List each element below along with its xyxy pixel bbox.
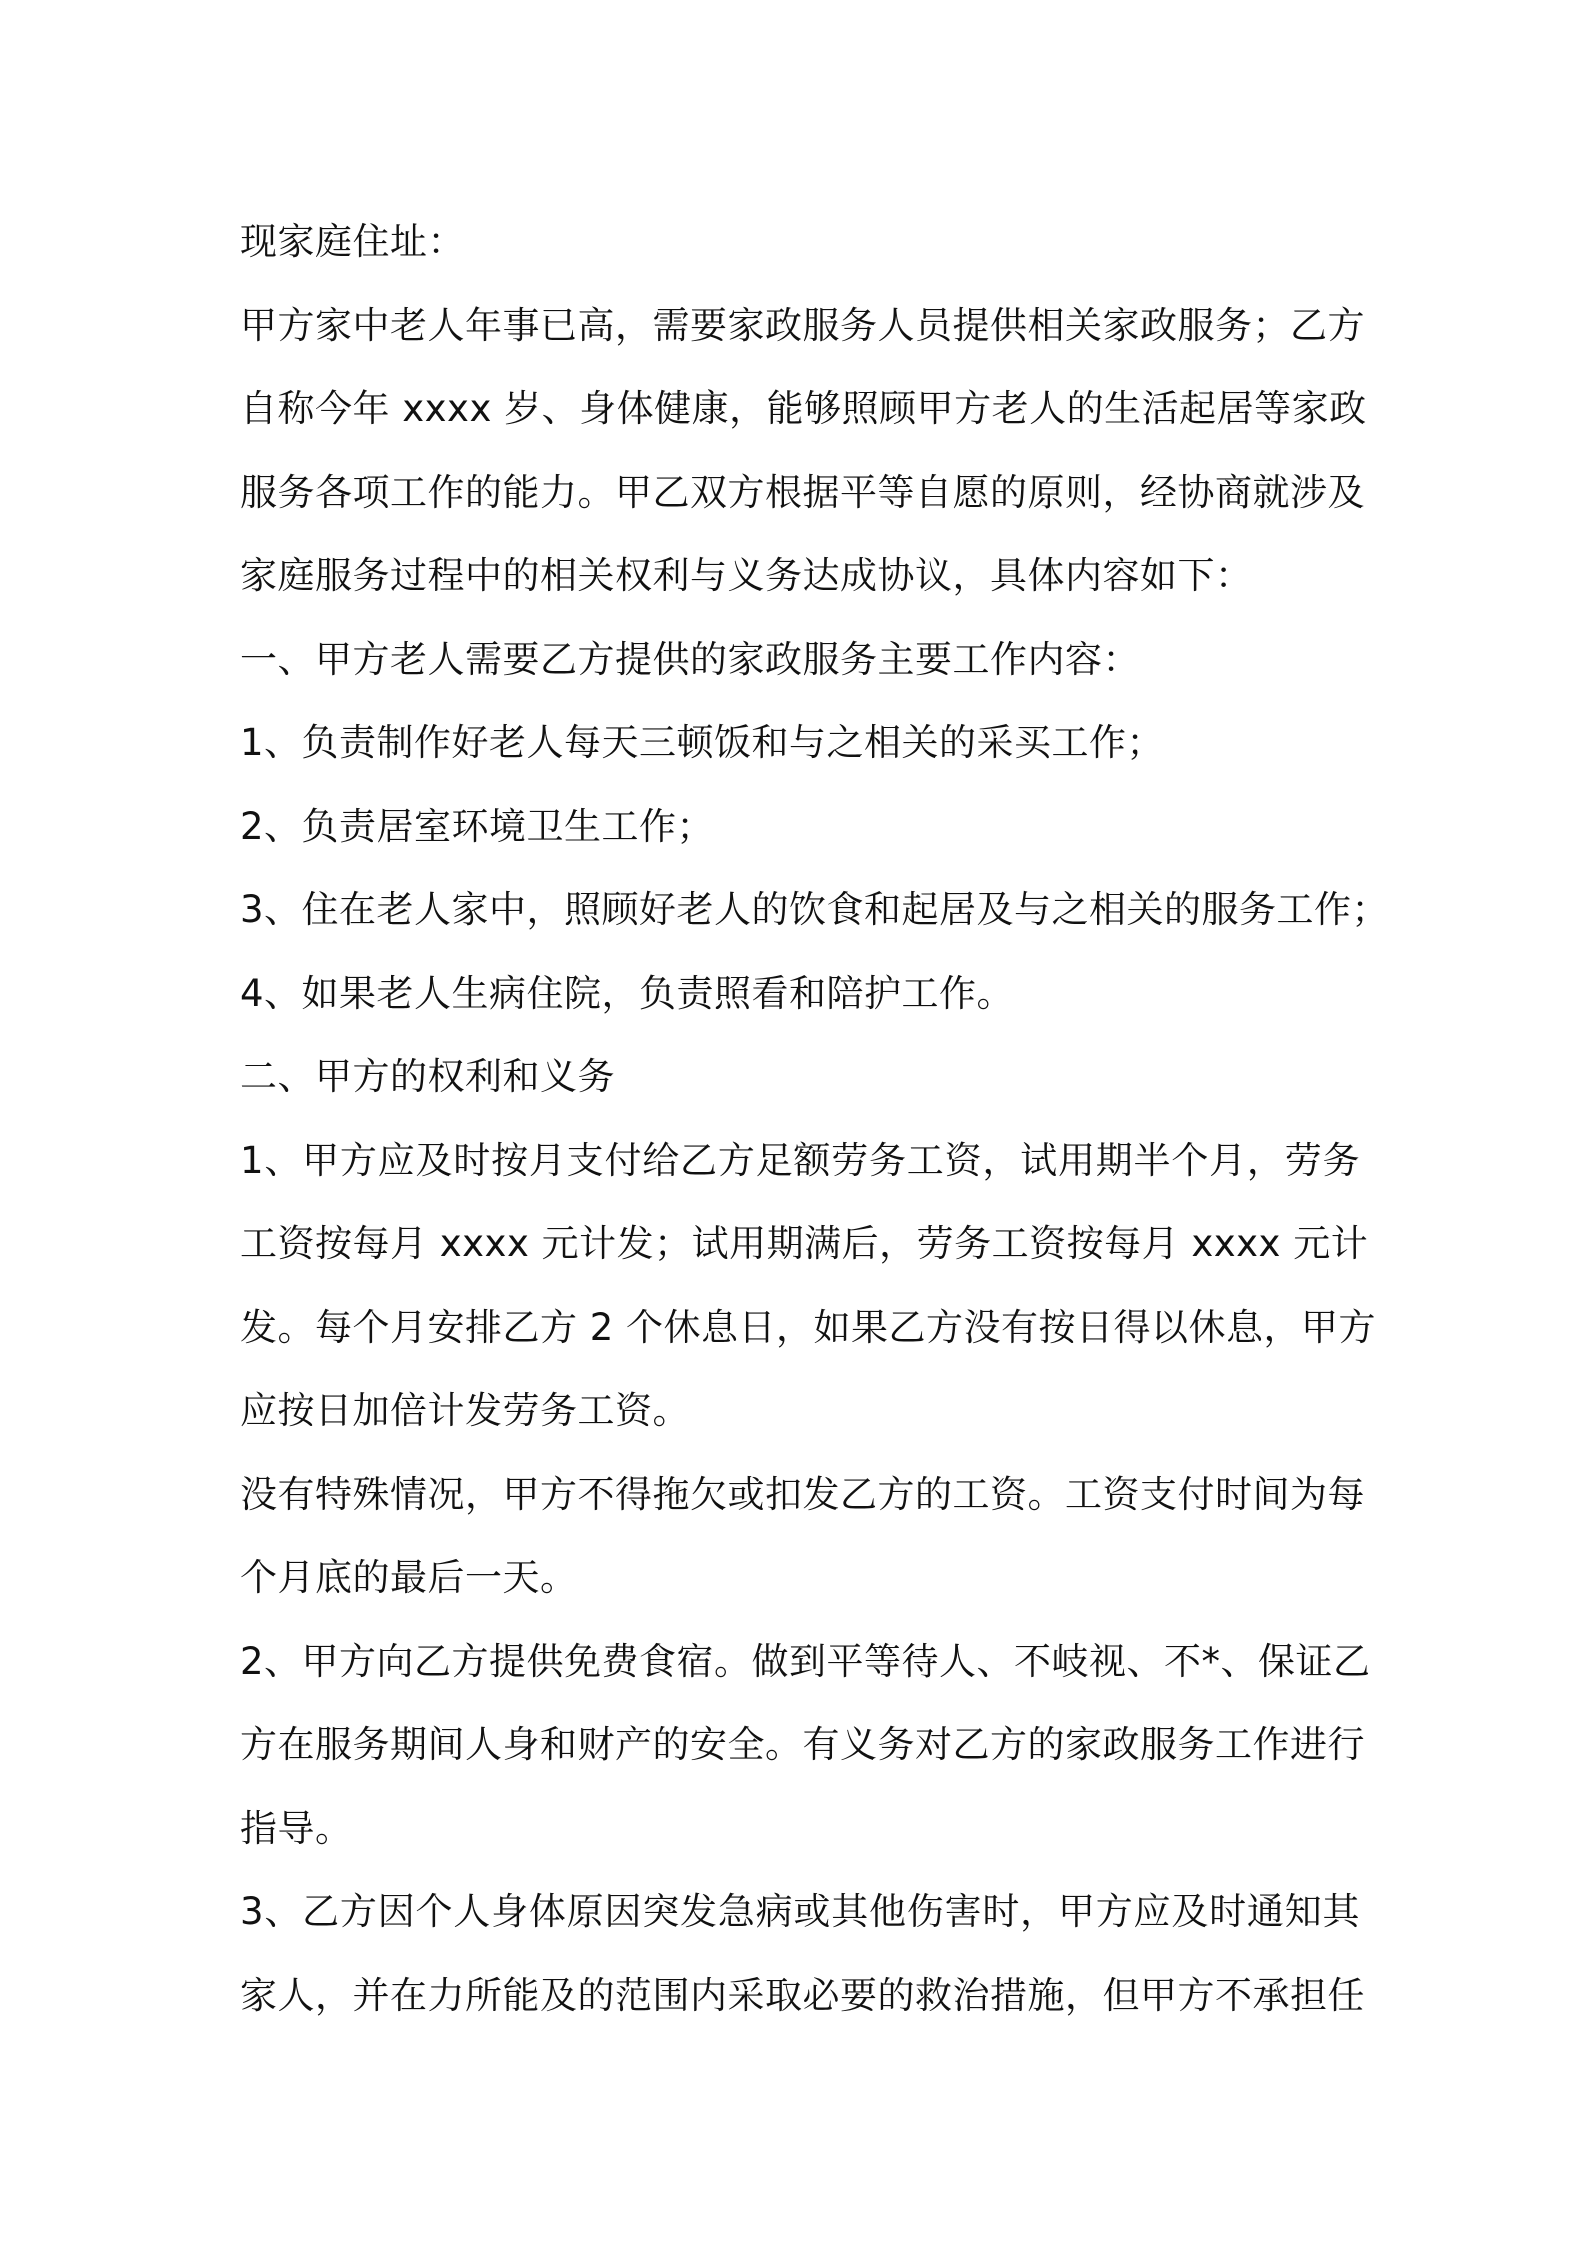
text-line: 3、住在老人家中，照顾好老人的饮食和起居及与之相关的服务工作； xyxy=(240,888,1390,931)
text-line: 自称今年 xxxx 岁、身体健康，能够照顾甲方老人的生活起居等家政 xyxy=(240,387,1367,430)
text-line: 没有特殊情况，甲方不得拖欠或扣发乙方的工资。工资支付时间为每 xyxy=(240,1472,1365,1516)
text-line: 3、乙方因个人身体原因突发急病或其他伤害时，甲方应及时通知其 xyxy=(240,1890,1360,1933)
text-line: 一、甲方老人需要乙方提供的家政服务主要工作内容： xyxy=(240,637,1140,681)
text-line: 服务各项工作的能力。甲乙双方根据平等自愿的原则，经协商就涉及 xyxy=(240,470,1365,514)
text-line: 应按日加倍计发劳务工资。 xyxy=(240,1389,690,1432)
text-line: 家庭服务过程中的相关权利与义务达成协议，具体内容如下： xyxy=(240,554,1253,597)
text-line: 工资按每月 xxxx 元计发；试用期满后，劳务工资按每月 xxxx 元计 xyxy=(240,1222,1369,1265)
text-line: 1、甲方应及时按月支付给乙方足额劳务工资，试用期半个月，劳务 xyxy=(240,1138,1360,1182)
text-line: 二、甲方的权利和义务 xyxy=(240,1055,615,1098)
text-line: 指导。 xyxy=(240,1806,353,1850)
text-line: 家人，并在力所能及的范围内采取必要的救治措施，但甲方不承担任 xyxy=(240,1973,1365,2017)
text-line: 发。每个月安排乙方 2 个休息日，如果乙方没有按日得以休息，甲方 xyxy=(240,1305,1377,1349)
text-line: 2、负责居室环境卫生工作； xyxy=(240,804,715,848)
text-line: 甲方家中老人年事已高，需要家政服务人员提供相关家政服务；乙方 xyxy=(240,303,1365,347)
text-line: 方在服务期间人身和财产的安全。有义务对乙方的家政服务工作进行 xyxy=(240,1723,1365,1766)
text-line: 个月底的最后一天。 xyxy=(240,1556,578,1599)
text-line: 4、如果老人生病住院，负责照看和陪护工作。 xyxy=(240,971,1015,1015)
text-line: 1、负责制作好老人每天三顿饭和与之相关的采买工作； xyxy=(240,721,1165,764)
text-line: 2、甲方向乙方提供免费食宿。做到平等待人、不岐视、不*、保证乙 xyxy=(240,1639,1371,1683)
text-line: 现家庭住址： xyxy=(240,220,465,263)
document-body xyxy=(240,200,1390,2037)
